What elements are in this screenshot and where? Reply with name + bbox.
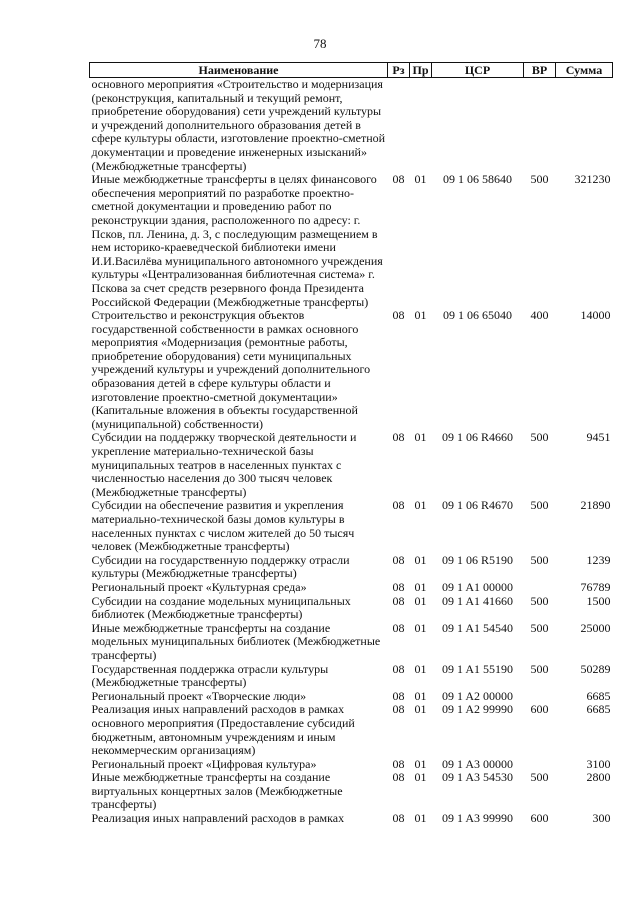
table-row (90, 309, 613, 431)
table-row (90, 771, 613, 812)
row-sum: 50289 (580, 661, 611, 676)
row-rz: 08 (392, 756, 405, 771)
row-name: основного мероприятия «Строительство и модернизация (реконструкция, капитальный и текущий ремонт, приобретение оборудования) сети учреждений культуры и учреждений дополнительного образования детей в сфере культуры области, изготовление проектно-сметной документации и проведение инженерных изысканий» (Межбюджетные трансферты) (91, 77, 386, 173)
table-row (90, 812, 613, 826)
row-csr: 09 1 A1 41660 (441, 593, 513, 608)
row-vr: 600 (530, 811, 549, 826)
row-csr: 09 1 06 58640 (443, 172, 512, 187)
row-name: Субсидии на обеспечение развития и укрепления материально-технической базы домов культуры в населенных пунктах с числом жителей до 50 тысяч человек (Межбюджетные трансферты) (91, 498, 355, 554)
row-name: Государственная поддержка отрасли культуры (Межбюджетные трансферты) (91, 661, 329, 690)
row-name: Субсидии на государственную поддержку отрасли культуры (Межбюджетные трансферты) (91, 552, 350, 581)
row-sum: 1239 (586, 552, 611, 567)
row-sum: 6685 (586, 702, 611, 717)
row-pr: 01 (414, 756, 427, 771)
table-header (90, 63, 613, 78)
row-vr (524, 690, 556, 704)
row-csr: 09 1 06 R4670 (441, 498, 513, 513)
row-pr: 01 (414, 811, 427, 826)
row-pr: 01 (414, 770, 427, 785)
table-row (90, 758, 613, 772)
row-sum: 14000 (580, 308, 611, 323)
row-rz: 08 (392, 702, 405, 717)
row-csr: 09 1 A1 00000 (441, 579, 513, 594)
table-row (90, 622, 613, 663)
row-csr: 09 1 06 R4660 (441, 430, 513, 445)
row-csr: 09 1 A3 54530 (441, 770, 513, 785)
row-name: Региональный проект «Творческие люди» (91, 688, 307, 703)
row-sum (556, 78, 613, 174)
row-vr: 500 (530, 430, 549, 445)
table-row (90, 595, 613, 622)
row-vr: 400 (530, 308, 549, 323)
row-rz: 08 (392, 579, 405, 594)
row-name: Иные межбюджетные трансферты на создание виртуальных концертных залов (Межбюджетные трансферты) (91, 770, 343, 812)
row-csr: 09 1 A3 00000 (441, 756, 513, 771)
budget-table (89, 62, 613, 826)
header-pr: Пр (410, 63, 432, 78)
table-row (90, 581, 613, 595)
header-rz: Рз (388, 63, 410, 78)
row-vr: 500 (530, 172, 549, 187)
row-rz: 08 (392, 172, 405, 187)
row-rz: 08 (392, 498, 405, 513)
row-csr (432, 78, 524, 174)
row-rz: 08 (392, 308, 405, 323)
table-row (90, 431, 613, 499)
header-row (90, 63, 613, 78)
row-csr: 09 1 A1 55190 (441, 661, 513, 676)
row-sum: 25000 (580, 620, 611, 635)
header-name: Наименование (90, 63, 388, 78)
header-vr: ВР (524, 63, 556, 78)
row-csr: 09 1 A3 99990 (441, 811, 513, 826)
row-rz: 08 (392, 620, 405, 635)
row-rz: 08 (392, 688, 405, 703)
row-sum: 321230 (574, 172, 611, 187)
page-number: 78 (313, 36, 327, 51)
row-sum: 9451 (586, 430, 611, 445)
row-vr: 500 (530, 620, 549, 635)
row-vr (524, 581, 556, 595)
row-vr: 500 (530, 552, 549, 567)
row-vr: 600 (530, 702, 549, 717)
row-pr (410, 78, 432, 174)
row-csr: 09 1 A1 54540 (441, 620, 513, 635)
row-csr: 09 1 06 65040 (443, 308, 512, 323)
row-vr (524, 758, 556, 772)
row-name: Субсидии на создание модельных муниципальных библиотек (Межбюджетные трансферты) (91, 593, 351, 622)
row-csr: 09 1 06 R5190 (441, 552, 513, 567)
row-name: Реализация иных направлений расходов в рамках (91, 811, 345, 826)
table-body (90, 78, 613, 826)
row-name: Иные межбюджетные трансферты в целях финансового обеспечения мероприятий по разработке проектно-сметной документации и проведению работ по реконструкции здания, расположенного по адресу: г. Псков, пл. Ленина, д. 3, с последующим размещением в нем историко-краеведческой библиотеки имени И.И.Василёва муниципального автономного учреждения культуры «Централизованная библиотечная система» г. Пскова за счет средств резервного фонда Президента Российской Федерации (Межбюджетные трансферты) (91, 172, 383, 309)
row-name: Иные межбюджетные трансферты на создание модельных муниципальных библиотек (Межбюджетные трансферты) (91, 620, 381, 662)
row-csr: 09 1 A2 99990 (441, 702, 513, 717)
row-name: Субсидии на поддержку творческой деятельности и укрепление материально-технической базы муниципальных театров в населенных пунктах с численностью населения до 300 тысяч человек (Межбюджетные трансферты) (91, 430, 357, 499)
row-sum: 6685 (586, 688, 611, 703)
row-rz: 08 (392, 661, 405, 676)
row-sum: 2800 (586, 770, 611, 785)
row-sum: 3100 (586, 756, 611, 771)
row-pr: 01 (414, 579, 427, 594)
row-vr: 500 (530, 593, 549, 608)
row-pr: 01 (414, 661, 427, 676)
row-rz (388, 78, 410, 174)
row-name: Строительство и реконструкция объектов государственной собственности в рамках основного мероприятия «Модернизация (ремонтные работы, приобретение оборудования) сети муниципальных учреждений культуры и учреждений дополнительного образования детей в сфере культуры области и изготовление проектно-сметной документации» (Капитальные вложения в объекты государственной (муниципальной) собственности) (91, 308, 371, 431)
row-sum: 21890 (580, 498, 611, 513)
row-sum: 300 (592, 811, 611, 826)
row-name: Региональный проект «Культурная среда» (91, 579, 307, 594)
table-row (90, 499, 613, 553)
row-pr: 01 (414, 593, 427, 608)
header-sum: Сумма (556, 63, 613, 78)
row-csr: 09 1 A2 00000 (441, 688, 513, 703)
row-pr: 01 (414, 688, 427, 703)
row-pr: 01 (414, 430, 427, 445)
row-rz: 08 (392, 593, 405, 608)
row-vr: 500 (530, 770, 549, 785)
row-vr: 500 (530, 498, 549, 513)
row-rz: 08 (392, 430, 405, 445)
row-name: Реализация иных направлений расходов в рамках основного мероприятия (Предоставление субсидий бюджетным, автономным учреждениям и иным некоммерческим организациям) (91, 702, 355, 758)
row-rz: 08 (392, 770, 405, 785)
row-pr: 01 (414, 172, 427, 187)
table-row (90, 663, 613, 690)
row-pr: 01 (414, 620, 427, 635)
table-row (90, 78, 613, 174)
row-pr: 01 (414, 552, 427, 567)
row-vr (524, 78, 556, 174)
row-sum: 1500 (586, 593, 611, 608)
table-row (90, 173, 613, 309)
row-pr: 01 (414, 498, 427, 513)
row-pr: 01 (414, 702, 427, 717)
table-row (90, 554, 613, 581)
table-row (90, 690, 613, 704)
row-pr: 01 (414, 308, 427, 323)
row-vr: 500 (530, 661, 549, 676)
table-row (90, 703, 613, 757)
header-csr: ЦСР (432, 63, 524, 78)
row-rz: 08 (392, 811, 405, 826)
row-name: Региональный проект «Цифровая культура» (91, 756, 317, 771)
row-rz: 08 (392, 552, 405, 567)
row-sum: 76789 (580, 579, 611, 594)
